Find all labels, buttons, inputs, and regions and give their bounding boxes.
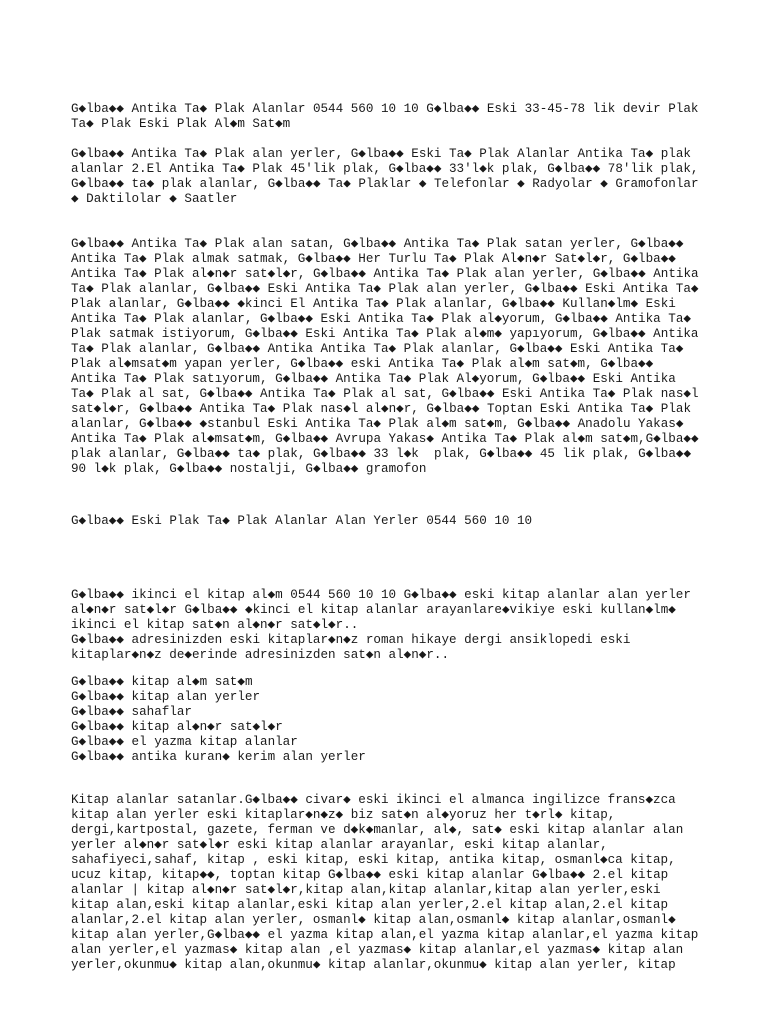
paragraph-text: G◆lba◆◆ Antika Ta◆ Plak alan satan, G◆lba◆◆ Antika Ta◆ Plak satan yerler, G◆lba◆◆ Antika Ta◆ Plak almak satmak, G◆lba◆◆ Her Turlu Ta◆ Plak Al◆n◆r Sat◆l◆r, G◆lba◆◆ Antika Ta◆ Plak al◆n◆r sat◆l◆r, G◆lba◆◆ Antika Ta◆ Plak alan yerler, G◆lba◆◆ Antika Ta◆ Plak alanlar, G◆lba◆◆ Eski Antika Ta◆ Plak alan yerler, G◆lba◆◆ Eski Antika Ta◆ Plak alanlar, G◆lba◆◆ ◆kinci El Antika Ta◆ Plak alanlar, G◆lba◆◆ Kullan◆lm◆ Eski Antika Ta◆ Plak alanlar, G◆lba◆◆ Eski Antika Ta◆ Plak al◆yorum, G◆lba◆◆ Antika Ta◆ Plak satmak istiyorum, G◆lba◆◆ Eski Antika Ta◆ Plak al◆m◆ yapıyorum, G◆lba◆◆ Antika Ta◆ Plak alanlar, G◆lba◆◆ Antika Antika Ta◆ Plak alanlar, G◆lba◆◆ Eski Antika Ta◆ Plak al◆msat◆m yapan yerler, G◆lba◆◆ eski Antika Ta◆ Plak al◆m sat◆m, G◆lba◆◆ Antika Ta◆ Plak satıyorum, G◆lba◆◆ Antika Ta◆ Plak Al◆yorum, G◆lba◆◆ Eski Antika Ta◆ Plak al sat, G◆lba◆◆ Antika Ta◆ Plak al sat, G◆lba◆◆ Eski Antika Ta◆ Plak nas◆l sat◆l◆r, G◆lba◆◆ Antika Ta◆ Plak nas◆l al◆n◆r, G◆lba◆◆ Toptan Eski Antika Ta◆ Plak alanlar, G◆lba◆◆ ◆stanbul Eski Antika Ta◆ Plak al◆m sat◆m, G◆lba◆◆ Anadolu Yakas◆ Antika Ta◆ Plak al◆msat◆m, G◆lba◆◆ Avrupa Yakas◆ Antika Ta◆ Plak al◆m sat◆m,G◆lba◆◆ plak alanlar, G◆lba◆◆ ta◆ plak, G◆lba◆◆ 33 l◆k plak, G◆lba◆◆ 45 lik plak, G◆lba◆◆ 90 l◆k plak, G◆lba◆◆ nostalji, G◆lba◆◆ gramofon	[71, 237, 699, 476]
list-text: G◆lba◆◆ kitap al◆m sat◆m G◆lba◆◆ kitap alan yerler G◆lba◆◆ sahaflar G◆lba◆◆ kitap al◆n◆r sat◆l◆r G◆lba◆◆ el yazma kitap alanlar G◆lba◆◆ antika kuran◆ kerim alan yerler	[71, 675, 366, 764]
paragraph-heading-plak	[71, 484, 711, 559]
paragraph-text: G◆lba◆◆ ikinci el kitap al◆m 0544 560 10 10 G◆lba◆◆ eski kitap alanlar alan yerler al◆n◆r sat◆l◆r G◆lba◆◆ ◆kinci el kitap alanlar arayanlare◆vikiye eski kullan◆lm◆ ikinci el kitap sat◆n al◆n◆r sat◆l◆r.. G◆lba◆◆ adresinizden eski kitaplar◆n◆z roman hikaye dergi ansiklopedi eski kitaplar◆n◆z de◆erinde adresinizden sat◆n al◆n◆r..	[71, 588, 691, 662]
paragraph-kitap-keywords	[71, 763, 711, 1003]
paragraph-text: G◆lba◆◆ Antika Ta◆ Plak alan yerler, G◆lba◆◆ Eski Ta◆ Plak Alanlar Antika Ta◆ plak alanlar 2.El Antika Ta◆ Plak 45'lik plak, G◆lba◆◆ 33'l◆k plak, G◆lba◆◆ 78'lik plak, G◆lba◆◆ ta◆ plak alanlar, G◆lba◆◆ Ta◆ Plaklar ◆ Telefonlar ◆ Radyolar ◆ Gramofonlar ◆ Daktilolar ◆ Saatler	[71, 147, 699, 206]
paragraph-text: G◆lba◆◆ Antika Ta◆ Plak Alanlar 0544 560 10 10 G◆lba◆◆ Eski 33-45-78 lik devir Plak Ta◆ Plak Eski Plak Al◆m Sat◆m	[71, 102, 699, 131]
paragraph-text: Kitap alanlar satanlar.G◆lba◆◆ civar◆ eski ikinci el almanca ingilizce frans◆zca kitap alan yerler eski kitaplar◆n◆z◆ biz sat◆n al◆yoruz her t◆rl◆ kitap, dergi,kartpostal, gazete, ferman ve d◆k◆manlar, al◆, sat◆ eski kitap alanlar alan yerler al◆n◆r sat◆l◆r eski kitap alanlar arayanlar, eski kitap alanlar, sahafiyeci,sahaf, kitap , eski kitap, eski kitap, antika kitap, osmanl◆ca kitap, ucuz kitap, kitap◆◆, toptan kitap G◆lba◆◆ eski kitap alanlar G◆lba◆◆ 2.el kitap alanlar | kitap al◆n◆r sat◆l◆r,kitap alan,kitap alanlar,kitap alan yerler,eski kitap alan,eski kitap alanlar,eski kitap alan yerler,2.el kitap alan,2.el kitap alanlar,2.el kitap alan yerler, osmanl◆ kitap alan,osmanl◆ kitap alanlar,osmanl◆ kitap alan yerler,G◆lba◆◆ el yazma kitap alan,el yazma kitap alanlar,el yazma kitap alan yerler,el yazmas◆ kitap alan ,el yazmas◆ kitap alanlar,el yazmas◆ kitap alan yerler,okunmu◆ kitap alan,okunmu◆ kitap alanlar,okunmu◆ kitap alan yerler, kitap	[71, 793, 699, 972]
paragraph-text: G◆lba◆◆ Eski Plak Ta◆ Plak Alanlar Alan Yerler 0544 560 10 10	[71, 514, 533, 528]
paragraph-plak-keywords	[71, 207, 711, 507]
